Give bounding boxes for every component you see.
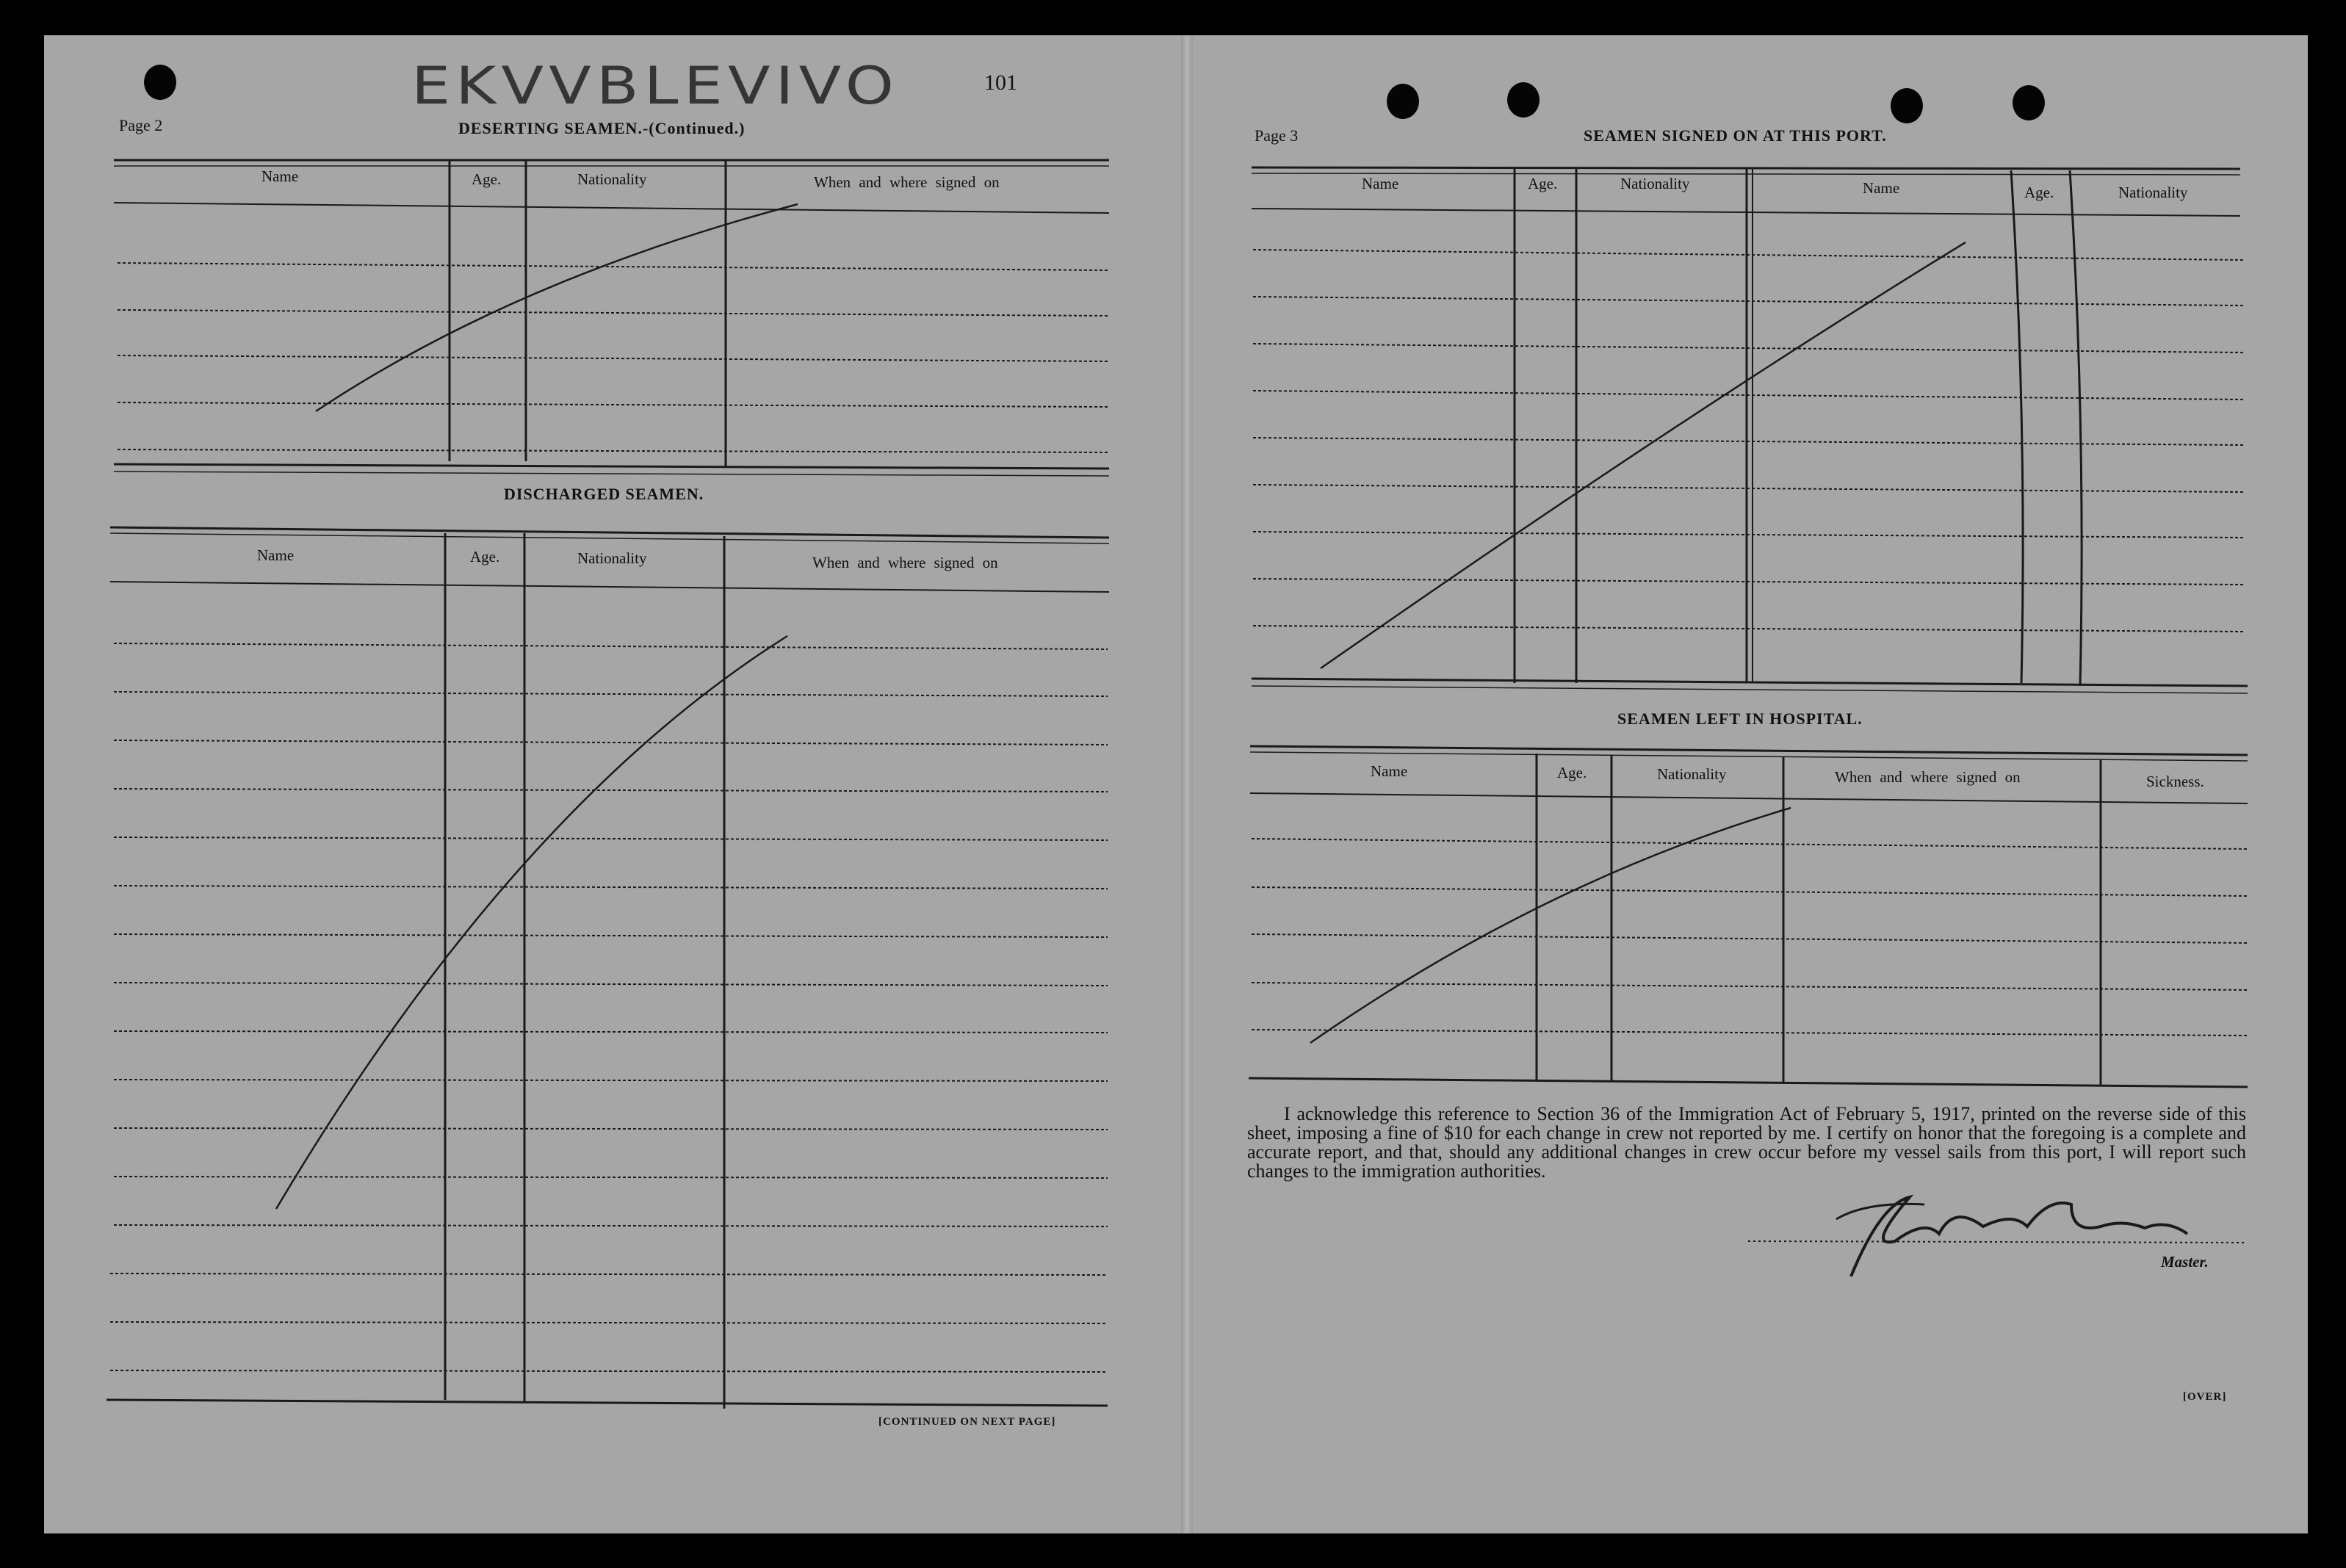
column-header-age: Age. — [470, 548, 500, 566]
column-header-nationality: Nationality — [577, 170, 647, 188]
column-header-age: Age. — [2024, 184, 2054, 201]
column-header-name: Name — [1371, 762, 1408, 780]
column-header-age: Age. — [472, 170, 502, 188]
page-label: Page 2 — [119, 116, 163, 134]
column-header-sickness: Sickness. — [2146, 773, 2204, 790]
column-header-name: Name — [257, 546, 295, 564]
over-label: [OVER] — [2183, 1391, 2227, 1403]
column-header-age: Age. — [1557, 764, 1587, 781]
column-header-age: Age. — [1528, 175, 1558, 192]
column-header-nationality: Nationality — [577, 549, 647, 567]
signed-on-title: SEAMEN SIGNED ON AT THIS PORT. — [1584, 126, 1887, 145]
signature — [1851, 1204, 2077, 1252]
column-header-name: Name — [261, 167, 299, 185]
top-stamp-number: 101 — [984, 71, 1017, 95]
column-header-nationality: Nationality — [2118, 184, 2188, 201]
column-header-nationality: Nationality — [1657, 765, 1727, 783]
column-header-signed-on: When and where signed on — [814, 173, 1000, 191]
signature-title: Master. — [2161, 1253, 2209, 1271]
column-header-nationality: Nationality — [1620, 175, 1690, 192]
column-header-name: Name — [1362, 175, 1399, 192]
discharged-seamen-title: DISCHARGED SEAMEN. — [504, 485, 704, 503]
continued-footer: [CONTINUED ON NEXT PAGE] — [878, 1416, 1056, 1428]
column-header-name: Name — [1863, 179, 1900, 197]
page-label: Page 3 — [1255, 126, 1299, 145]
hospital-title: SEAMEN LEFT IN HOSPITAL. — [1617, 709, 1863, 728]
column-header-signed-on: When and where signed on — [812, 554, 998, 571]
deserting-seamen-title: DESERTING SEAMEN.-(Continued.) — [458, 119, 746, 137]
acknowledgement-text: I acknowledge this reference to Section 36 of the Immigration Act of February 5, 1917, printed on the reverse side of this sheet, imposing a fine of $10 for each change in crew not reported by me. I certify on honor that the foregoing is a complete and accurate report, and that, should any additional changes in crew occur before my vessel sails from this port, I will report such changes to the immigration authorities. — [1247, 1103, 2246, 1182]
column-header-signed-on: When and where signed on — [1835, 768, 2021, 786]
top-stamp: EKVVBLEVIVO — [411, 56, 900, 116]
